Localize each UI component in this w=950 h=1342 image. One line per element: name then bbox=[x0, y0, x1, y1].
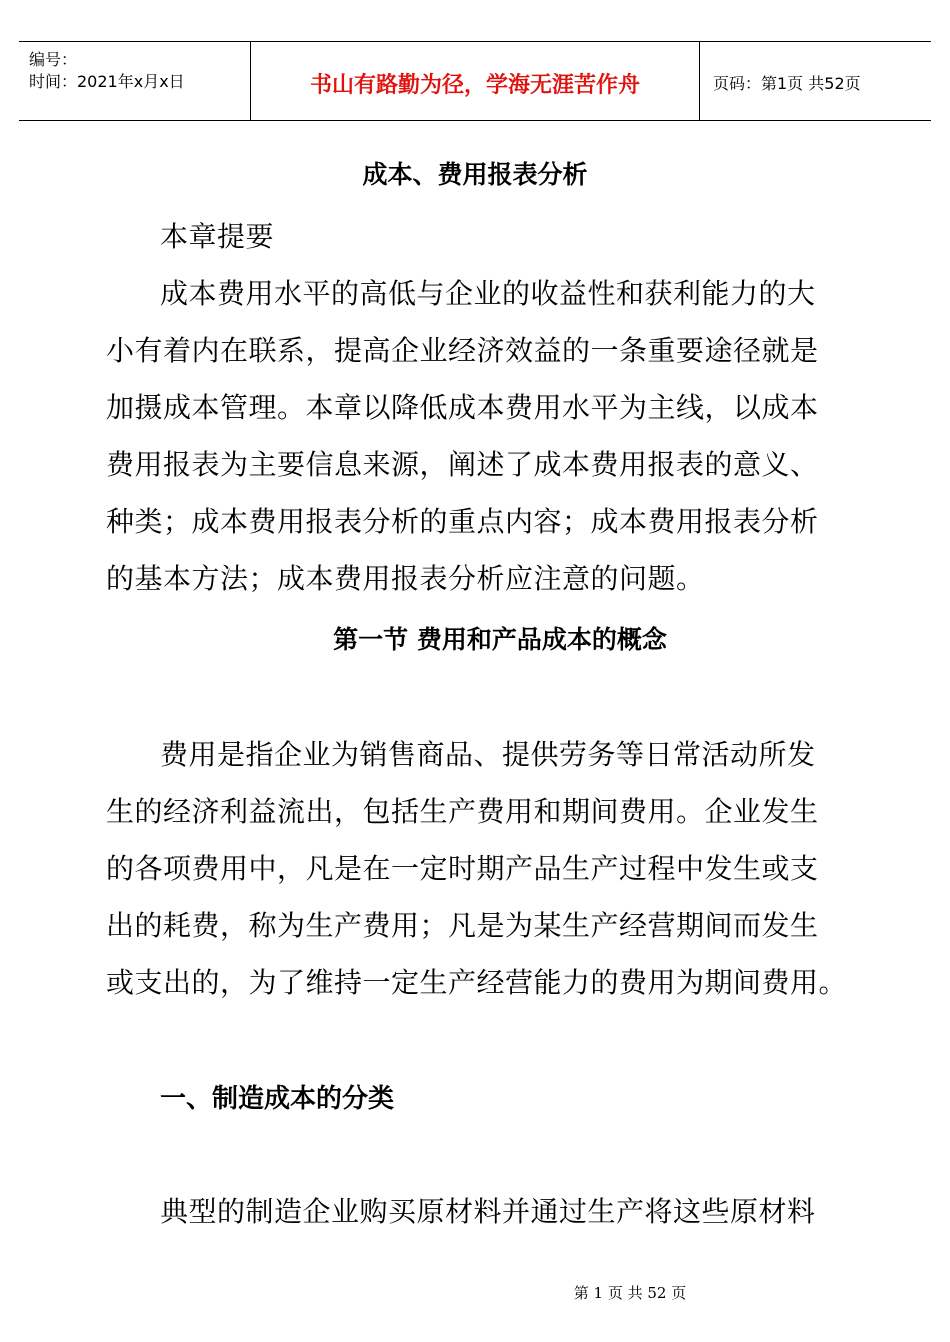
section-line: 费用是指企业为销售商品、提供劳务等日常活动所发 bbox=[160, 738, 816, 771]
header-info-cell bbox=[19, 42, 251, 120]
summary-line: 成本费用水平的高低与企业的收益性和获利能力的大 bbox=[160, 277, 816, 310]
summary-line: 加摄成本管理。本章以降低成本费用水平为主线，以成本 bbox=[106, 391, 819, 424]
section-title: 第一节 费用和产品成本的概念 bbox=[333, 625, 667, 654]
section-line: 的各项费用中，凡是在一定时期产品生产过程中发生或支 bbox=[106, 852, 819, 885]
document-title: 成本、费用报表分析 bbox=[362, 160, 588, 189]
section-line: 出的耗费，称为生产费用；凡是为某生产经营期间而发生 bbox=[106, 909, 819, 942]
section-line: 或支出的，为了维持一定生产经营能力的费用为期间费用。 bbox=[106, 966, 848, 999]
page-footer: 第 1 页 共 52 页 bbox=[573, 1284, 687, 1302]
subsection-title: 一、制造成本的分类 bbox=[160, 1084, 395, 1114]
header-motto: 书山有路勤为径，学海无涯苦作舟 bbox=[309, 73, 640, 98]
doc-number-label: 编号： bbox=[29, 50, 78, 69]
summary-line: 种类；成本费用报表分析的重点内容；成本费用报表分析 bbox=[106, 505, 819, 538]
header-page-info: 页码：第1页 共52页 bbox=[713, 74, 861, 93]
summary-line: 费用报表为主要信息来源，阐述了成本费用报表的意义、 bbox=[106, 448, 819, 481]
summary-heading: 本章提要 bbox=[160, 220, 275, 253]
summary-line: 小有着内在联系，提高企业经济效益的一条重要途径就是 bbox=[106, 334, 819, 367]
page-header bbox=[19, 41, 931, 121]
section-line: 生的经济利益流出，包括生产费用和期间费用。企业发生 bbox=[106, 795, 819, 828]
doc-time-label: 时间：2021年x月x日 bbox=[29, 72, 185, 91]
header-page-cell bbox=[700, 42, 931, 120]
summary-line: 的基本方法；成本费用报表分析应注意的问题。 bbox=[106, 562, 705, 595]
subsection-line: 典型的制造企业购买原材料并通过生产将这些原材料 bbox=[160, 1195, 816, 1228]
header-motto-cell bbox=[251, 42, 700, 120]
